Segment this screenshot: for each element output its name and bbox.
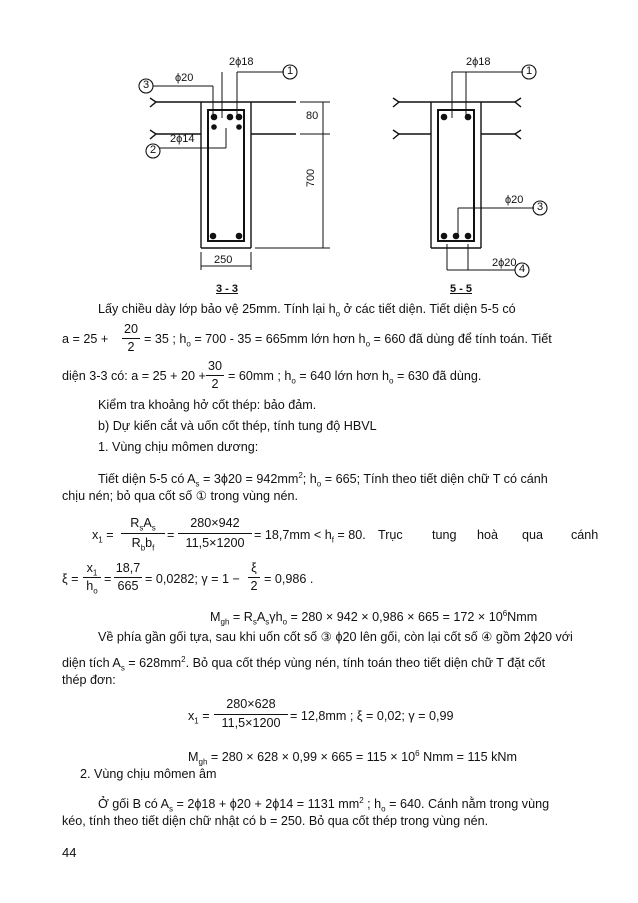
x1-result: = $18,7mm < h_f = 80$. — [254, 528, 366, 545]
cross-section-figure — [0, 0, 638, 300]
paragraph-section-55: Tiết diện 5-5 có $A_s = 3\phi 20 = 942mm^2$; $h_o = 665$; Tính theo tiết diện chữ T có cánh — [98, 471, 548, 489]
marker-right-1: 1 — [526, 65, 533, 77]
x2-den: 11,5×1200 — [221, 716, 281, 730]
x1-eq-sign: = — [167, 528, 175, 542]
eq1-numerator: 20 — [123, 322, 138, 336]
xi-lhs: ξ = — [62, 572, 79, 586]
label-left-2phi18: 2ϕ18 — [229, 56, 254, 68]
x1-frac2-num: 280×942 — [190, 516, 240, 530]
eq2-denominator: 2 — [211, 377, 219, 391]
equation-a-55: a = 25 + — [62, 332, 109, 346]
x2-bar — [214, 714, 288, 715]
label-left-2phi14: 2ϕ14 — [170, 133, 195, 145]
xi-den2: 665 — [117, 579, 139, 593]
x2-num: 280×628 — [226, 697, 276, 711]
xi-rest: = 0,0282; γ = 1 − — [145, 572, 240, 586]
x2-lhs: $x_1$ = — [188, 709, 210, 726]
dim-80: 80 — [306, 110, 319, 122]
xi-bar3 — [248, 577, 260, 578]
xi-bar1 — [83, 577, 101, 578]
paragraph-section-55-cont: chịu nén; bỏ qua cốt số ① trong vùng nén. — [62, 489, 299, 503]
x1-frac2-bar — [178, 533, 252, 534]
marker-right-3: 3 — [537, 201, 544, 213]
paragraph-cover-thickness: Lấy chiều dày lớp bảo vệ 25mm. Tính lại $h_o$ ở các tiết diện. Tiết diện 5-5 có — [98, 302, 516, 319]
x1-frac2-den: 11,5×1200 — [185, 536, 245, 550]
eq1-fraction-bar — [122, 338, 140, 339]
eq2-fraction-bar — [206, 375, 224, 376]
equation-mgh-2: $M_{gh} = 280 \times 628 \times 0,99 \times 665 = 115 \times 10^6$ Nmm = 115 kNm — [188, 749, 517, 767]
word-tung: tung — [432, 528, 457, 542]
caption-section-3-3: 3 - 3 — [216, 283, 239, 295]
word-qua: qua — [522, 528, 544, 542]
word-hoa: hoà — [477, 528, 499, 542]
label-right-2phi20: 2ϕ20 — [492, 257, 517, 269]
marker-left-2: 2 — [150, 144, 157, 156]
heading-negative-moment: 2. Vùng chịu mômen âm — [80, 767, 217, 781]
word-canh: cánh — [571, 528, 599, 542]
x1-frac1-den: $R_bb_f$ — [131, 536, 155, 553]
equation-h0-33: = 60mm ; $h_o = 640$ lớn hơn $h_o = 630$ đã dùng. — [228, 369, 482, 386]
equation-a-33: diện 3-3 có: a = 25 + 20 + — [62, 369, 206, 383]
dim-700: 700 — [305, 168, 318, 188]
label-right-phi20: ϕ20 — [505, 194, 524, 206]
xi-den1: $h_o$ — [86, 579, 98, 596]
x1-frac1-bar — [121, 533, 165, 534]
marker-right-4: 4 — [519, 263, 526, 275]
marker-left-1: 1 — [287, 65, 294, 77]
x1-frac1-num: $R_sA_s$ — [130, 516, 156, 533]
x2-result: = 12,8mm ; ξ = 0,02; γ = 0,99 — [290, 709, 454, 723]
xi-num3: ξ — [251, 561, 257, 575]
eq2-numerator: 30 — [207, 359, 222, 373]
marker-left-3: 3 — [143, 79, 150, 91]
xi-eq-sign: = — [104, 572, 112, 586]
paragraph-support-b: Ở gối B có $A_s = 2\phi 18 + \phi 20 + 2\phi 14 = 1131$ $mm^2$ ; $h_o = 640$. Cánh nằm trong vùng — [98, 796, 550, 814]
heading-positive-moment: 1. Vùng chịu mômen dương: — [98, 440, 259, 454]
page-number: 44 — [62, 845, 77, 860]
word-truc: Trục — [378, 528, 403, 542]
xi-num2: 18,7 — [115, 561, 141, 575]
caption-section-5-5: 5 - 5 — [450, 283, 473, 295]
xi-bar2 — [114, 577, 142, 578]
paragraph-near-support-3: thép đơn: — [62, 673, 116, 687]
line-check-spacing: Kiểm tra khoảng hở cốt thép: bảo đảm. — [98, 398, 317, 412]
eq1-denominator: 2 — [127, 340, 135, 354]
dim-250: 250 — [214, 254, 233, 266]
xi-num1: $x_1$ — [86, 561, 98, 578]
paragraph-near-support: Về phía gần gối tựa, sau khi uốn cốt số ③ ϕ20 lên gối, còn lại cốt số ④ gồm 2ϕ20 với — [98, 630, 573, 644]
label-right-2phi18-text: 2ϕ18 — [466, 56, 491, 68]
equation-mgh-1: $M_{gh} = R_sA_s\gamma h_o = 280 \times 942 \times 0,986 \times 665 = 172 \times 10^6Nmm$ — [210, 609, 538, 627]
equation-h0-55: = 35 ; $h_o = 700 - 35 = 665mm$ lớn hơn $h_o = 660$ đã dùng để tính toán. Tiết — [144, 332, 552, 349]
paragraph-near-support-2: diện tích $A_s = 628mm^2$. Bỏ qua cốt thép vùng nén, tính toán theo tiết diện chữ T đặt cốt — [62, 655, 546, 673]
xi-den3: 2 — [250, 579, 258, 593]
paragraph-support-b-2: kéo, tính theo tiết diện chữ nhật có b = 250. Bỏ qua cốt thép trong vùng nén. — [62, 814, 489, 828]
x1-lhs: $x_1$ = — [92, 528, 114, 545]
heading-b: b) Dự kiến cắt và uốn cốt thép, tính tung độ HBVL — [98, 419, 377, 433]
label-left-phi20: ϕ20 — [175, 72, 194, 84]
xi-end: = 0,986 . — [264, 572, 314, 586]
